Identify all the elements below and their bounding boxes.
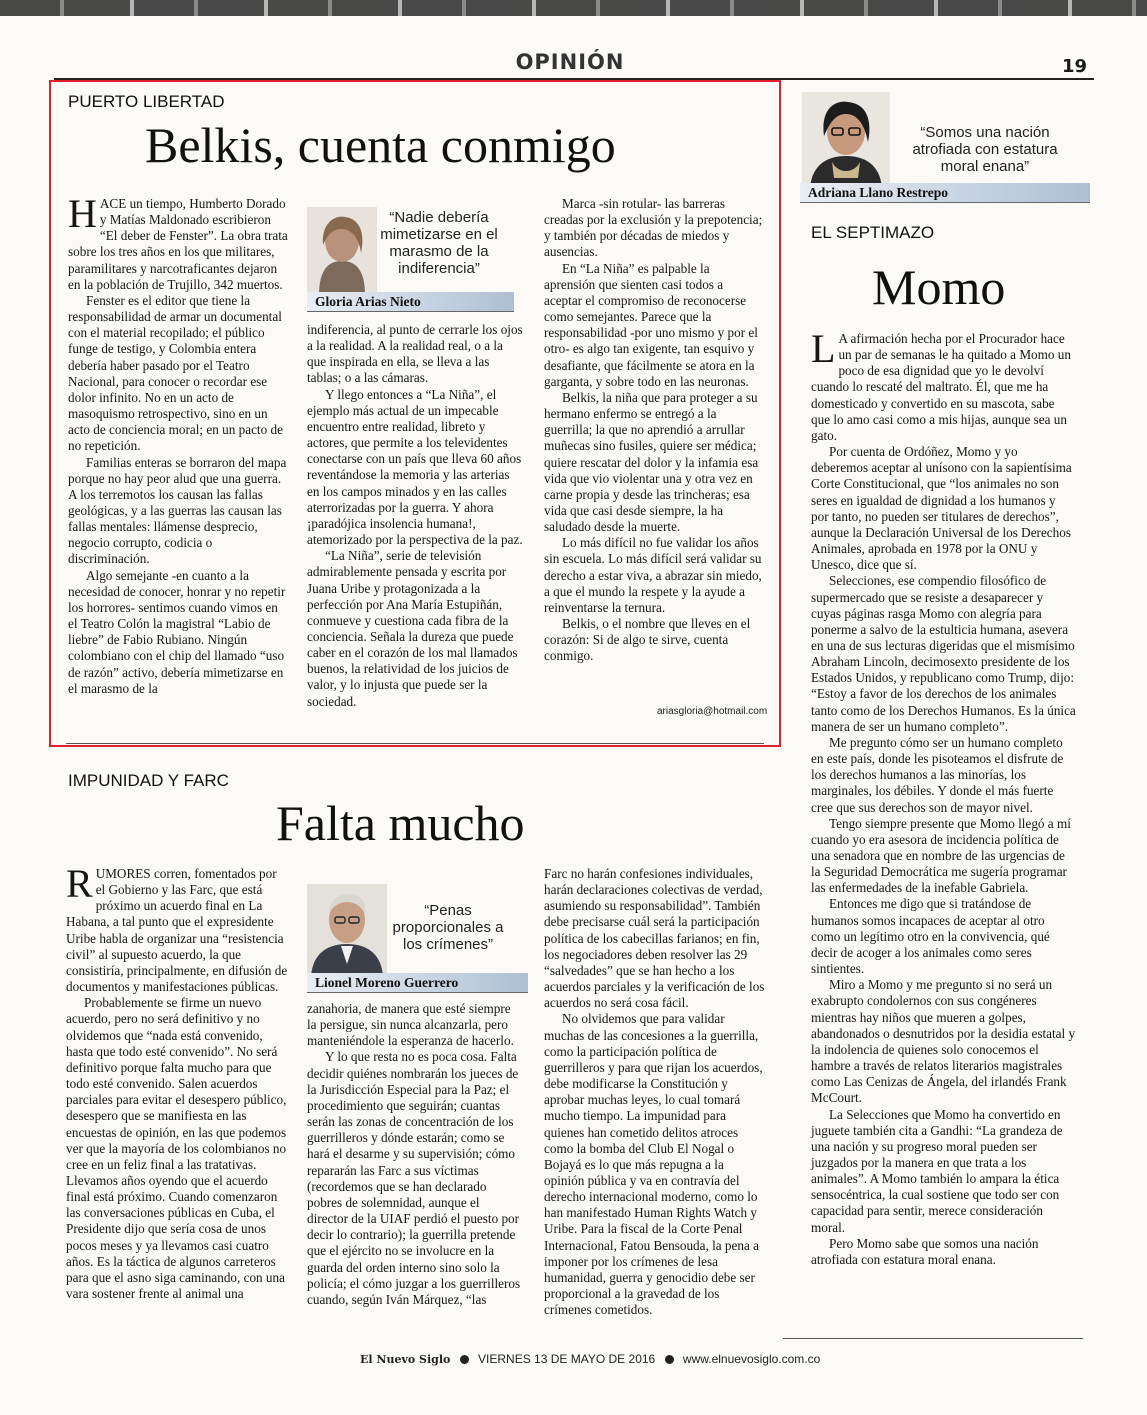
paragraph [68,568,290,697]
paragraph [68,455,290,568]
paragraph [811,816,1076,897]
paragraph-text: Pero Momo sabe que somos una nación atrofiada con estatura moral enana. [811,1235,1039,1267]
belkis-pull-quote: “Nadie debería mimetizarse en el marasmo de la indiferencia” [380,209,498,277]
paragraph-text: Miro a Momo y me pregunto si no será un exabrupto condolernos con sus congéneres mientras hay niños que mueren a golpes, abandonados o desnutridos por la desidia estatal y la indolencia de quienes solo conocemos el hambre a través de relatos literarios magistrales como Las Cenizas de Ángela, del irlandés Frank McCourt. [811,977,1076,1106]
gloria-arias-photo [307,207,377,295]
belkis-headline: Belkis, cuenta conmigo [145,117,616,173]
paragraph [307,387,523,549]
paragraph-text: A afirmación hecha por el Procurador hace un par de semanas le ha quitado a Momo un poco de esa dignidad que yo le devolví cuando lo rescaté del maltrato. Él, que me ha domesticado y convertido en su mascota, sabe que lo amo casi como a mis hijas, aunque sea un gato. [811,331,1071,443]
paragraph [307,548,523,710]
paragraph-text: Lo más difícil no fue validar los años sin escuela. Lo más difícil será validar su derecho a estar viva, a abrazar sin miedo, a que el mundo la respete y la ayude a reinventarse la ternura. [544,535,762,615]
belkis-column-2 [307,322,523,710]
adriana-llano-photo [802,92,890,188]
falta-headline: Falta mucho [276,795,525,851]
paragraph [811,1107,1076,1236]
paragraph-text: Familias enteras se borraron del mapa porque no hay peor alud que una guerra. A los terremotos los causan las fallas geológicas, y a las guerras las causan las fallas mentales: llámense desprecio, negocio corrupto, codicia o discriminación. [68,454,287,567]
belkis-column-3 [544,196,764,665]
paragraph-text: Algo semejante -en cuanto a la necesidad de conocer, honrar y no repetir los horrores- sentimos cuando vimos en el Teatro Colón la magistral “Labio de liebre” de Fabio Rubiano. Ningún colombiano con el chip del llamado “uso de razón” activo, debería mimetizarse en el marasmo de la [68,567,286,696]
paragraph [68,191,290,293]
drop-cap: H [68,191,97,236]
paragraph [66,861,288,995]
momo-bottom-rule [783,1338,1083,1339]
previous-page-strip [0,0,1147,16]
paragraph [811,735,1076,816]
falta-column-2 [307,1001,523,1308]
bullet-icon [460,1355,469,1364]
paragraph-text: indiferencia, al punto de cerrarle los ojos a la realidad. A la realidad real, o a la que inspirada en ella, se lleva a las tablas; o a las cámaras. [307,322,523,386]
paragraph [811,326,1076,444]
paragraph [544,1011,766,1318]
paragraph [66,995,288,1302]
paragraph [811,977,1076,1106]
paragraph [811,573,1076,735]
falta-pull-quote: “Penas proporcionales a los crímenes” [392,902,504,953]
newspaper-brand: El Nuevo Siglo [360,1353,451,1366]
paragraph-text: Por cuenta de Ordóñez, Momo y yo deberemos aceptar al unísono con la sapientísima Corte Constitucional, que “los animales no son seres en igualdad de dignidad a los humanos y por tanto, no pueden ser titulares de derechos”, aunque la Declaración Universal de los Derechos Animales, aprobada en 1978 por la ONU y Unesco, dice que sí. [811,444,1072,573]
momo-headline: Momo [872,259,1006,315]
falta-column-3 [544,866,766,1318]
paragraph-text: Farc no harán confesiones individuales, harán declaraciones colectivas de verdad, asumiendo su responsabilidad”. También debe precisarse cuál será la participación política de los cabecillas farianos; en fin, los negociadores deben resolver las 29 “salvedades” que se han hecho a los acuerdos parciales y la verificación de los acuerdos no será cosa fácil. [544,866,765,1011]
paragraph [307,1001,523,1049]
belkis-author: Gloria Arias Nieto [307,292,514,312]
lionel-moreno-photo [307,884,387,976]
section-name: OPINIÓN [515,50,625,74]
paragraph [68,293,290,455]
paragraph-text: Entonces me digo que si tratándose de humanos somos incapaces de aceptar al otro como un legítimo otro en la convivencia, qué decir de acoger a los animales como seres sintientes. [811,896,1050,977]
paragraph-text: Belkis, la niña que para proteger a su hermano enfermo se entregó a la guerrilla; la que no aprendió a arrullar muñecas sino fusiles, quiere ser médica; quiere rescatar del dolor y la infamia esa vida que vio violentar una y otra vez en carne propia y desde las trincheras; esa vida que casi desde siempre, la ha saludado desde la muerte. [544,389,759,535]
drop-cap: R [66,861,93,906]
paragraph-text: Tengo siempre presente que Momo llegó a mí cuando yo era asesora de incidencia política de una senadora que en nombre de las urgencias de la Seguridad Democrática me sugería programar las enfermedades de la inefable Gabriela. [811,815,1071,896]
falta-kicker: IMPUNIDAD Y FARC [68,771,229,790]
paragraph-text: Belkis, o el nombre que lleves en el corazón: Si de algo te sirve, cuenta conmigo. [544,616,751,664]
paragraph-text: La Selecciones que Momo ha convertido en juguete también cita a Gandhi: “La grandeza de una nación y su progreso moral pueden ser juzgados por la manera en que trata a los animales”. A Momo también lo ampara la ética sensocéntrica, la cual sostiene que todo ser con capacidad para sentir, merece consideración moral. [811,1106,1063,1235]
paragraph [307,322,523,387]
momo-author: Adriana Llano Restrepo [800,183,1090,203]
issue-date: VIERNES 13 DE MAYO DE 2016 [478,1352,656,1366]
paragraph-text: UMORES corren, fomentados por el Gobierno y las Farc, que está próximo un acuerdo final en La Habana, a tal punto que el expresidente Uribe habla de organizar una “resistencia civil” al supuesto acuerdo, la que consistiría, principalmente, en difusión de documentos y manifestaciones públicas. [66,866,288,995]
paragraph-text: Y lo que resta no es poca cosa. Falta decidir quiénes nombrarán los jueces de la Jurisdicción Especial para la Paz; el procedimiento que seguirán; cuantas serán las zonas de concentración de los guerrilleros y dónde estarán; como se hará el desarme y su supervisión; cómo repararán las Farc a sus víctimas (recordemos que se han declarado pobres de solemnidad, aunque el director de la UIAF perdió el puesto por decir lo contrario); la guerrilla pretende que el ejército no se involucre en la guarda del orden interno sino solo la policía; el cómo juzgar a los guerrilleros cuando, según Iván Márquez, “las [307,1049,521,1307]
paragraph [307,1049,523,1308]
paragraph [544,390,764,535]
belkis-author-email: ariasgloria@hotmail.com [657,706,768,717]
paragraph-text: “La Niña”, serie de televisión admirablemente pensada y escrita por Juana Uribe y protagonizada a la perfección por Ana María Estupiñán, conmueve y cuestiona cada fibra de la conciencia. Señala la dureza que puede caber en el corazón de los mal llamados buenos, la relatividad de los juicios de valor, y lo injusta que puede ser la sociedad. [307,548,518,709]
paragraph [544,866,766,1011]
paragraph-text: zanahoria, de manera que esté siempre la persigue, sin nunca alcanzarla, pero manteniéndole la esperanza de hacerlo. [307,1001,514,1049]
falta-column-1 [66,861,288,1302]
momo-kicker: EL SEPTIMAZO [811,223,935,242]
paragraph [811,896,1076,977]
paragraph [544,535,764,616]
paragraph-text: ACE un tiempo, Humberto Dorado y Matías Maldonado escribieron “El deber de Fenster”. La obra trata sobre los tres años en los que militares, paramilitares y narcotraficantes dejaron en la población de Trujillo, 342 muertos. [68,196,288,292]
paragraph-text: Fenster es el editor que tiene la responsabilidad de armar un documental con el material recopilado; el público funge de testigo, y Colombia entera debería haber pasado por el Teatro Nacional, para conocer o recordar ese dolor infinito. No en un acto de masoquismo retrospectivo, sino en un acto de conciencia moral; en un pacto de no repetición. [68,292,283,454]
paragraph-text: En “La Niña” es palpable la aprensión que sienten casi todos a aceptar el compromiso de reconocerse como semejantes. Parece que la responsabilidad -por uno mismo y por el otro- es algo tan exigente, tan esquivo y desafiante, que fácilmente se atora en la garganta, y sobre todo en las neuronas. [544,260,758,389]
paragraph-text: Me pregunto cómo ser un humano completo en este país, donde les pisoteamos el disfrute de los derechos humanos a las minorías, los marginales, los débiles. Y donde el más fuerte cree que sus derechos son de mayor nivel. [811,734,1064,815]
belkis-column-1 [68,191,290,697]
belkis-bottom-rule [66,743,764,744]
paragraph [811,1236,1076,1268]
paragraph [544,261,764,390]
paragraph [544,616,764,664]
page-number: 19 [1062,56,1088,77]
falta-author: Lionel Moreno Guerrero [307,973,528,993]
page-footer [360,1352,820,1366]
momo-pull-quote: “Somos una nación atrofiada con estatura moral enana” [912,124,1058,175]
drop-cap: L [811,326,836,371]
belkis-kicker: PUERTO LIBERTAD [68,92,225,111]
paragraph [544,196,764,261]
paragraph [811,444,1076,573]
paragraph-text: Y llego entonces a “La Niña”, el ejemplo más actual de un impecable encuentro entre realidad, libreto y actores, que permite a los televidentes conectarse con un país que lleva 60 años reventándose la memoria y las arterias en los campos minados y en las calles aterrorizadas por la guerra. Y ahora ¡paradójica insolencia humana!, atemorizado por la perspectiva de la paz. [307,386,523,548]
paragraph-text: No olvidemos que para validar muchas de las concesiones a la guerrilla, como la participación política de guerrilleros y para que rijan los acuerdos, debe modificarse la Constitución y aprobar muchas leyes, lo cual tomará mucho tiempo. La impunidad para quienes han cometido delitos atroces como la bomba del Club El Nogal o Bojayá es lo que más repugna a la opinión pública y va en contravía del derecho internacional moderno, como lo han manifestado Human Rights Watch y Uribe. Para la fiscal de la Corte Penal Internacional, Fatou Bensouda, la pena a imponer por los crímenes de lesa humanidad, guerra y genocidio debe ser proporcional a la gravedad de los crímenes cometidos. [544,1011,763,1318]
paragraph-text: Marca -sin rotular- las barreras creadas por la exclusión y la prepotencia; y también por décadas de miedos y ausencias. [544,196,763,260]
paragraph-text: Probablemente se firme un nuevo acuerdo, pero no será definitivo y no olvidemos que “nada está convenido, hasta que todo esté convenido”. No será definitivo porque falta mucho para que todo esté convenido. Salen acuerdos parciales para evitar el desespero público, desespero que se manifiesta en las encuestas de opinión, en las que podemos ver que la mayoría de los colombianos no cree en un feliz final a las tratativas. Llevamos años oyendo que el acuerdo final está próximo. Cuando comenzaron las conversaciones públicas en Cuba, el Presidente dijo que sería cosa de unos pocos meses y ya llevamos casi cuatro años. Es la táctica de algunos carreteros para que el asno siga caminando, con una vara sostener frente al animal una [66,995,287,1302]
website-url[interactable]: www.elnuevosiglo.com.co [682,1352,821,1366]
paragraph-text: Selecciones, ese compendio filosófico de supermercado que se resiste a desaparecer y cuyas páginas rasga Momo con alegría para ponerme a salvo de la estulticia humana, asevera en una de sus lecturas digeridas que el mismísimo Abraham Lincoln, decimosexto presidente de los Estados Unidos, y republicano como Trump, dijo: “Estoy a favor de los derechos de los animales tanto como de los Derechos Humanos. Es la única manera de ser un humano completo”. [811,573,1076,734]
bullet-icon [665,1355,674,1364]
momo-column [811,326,1076,1268]
